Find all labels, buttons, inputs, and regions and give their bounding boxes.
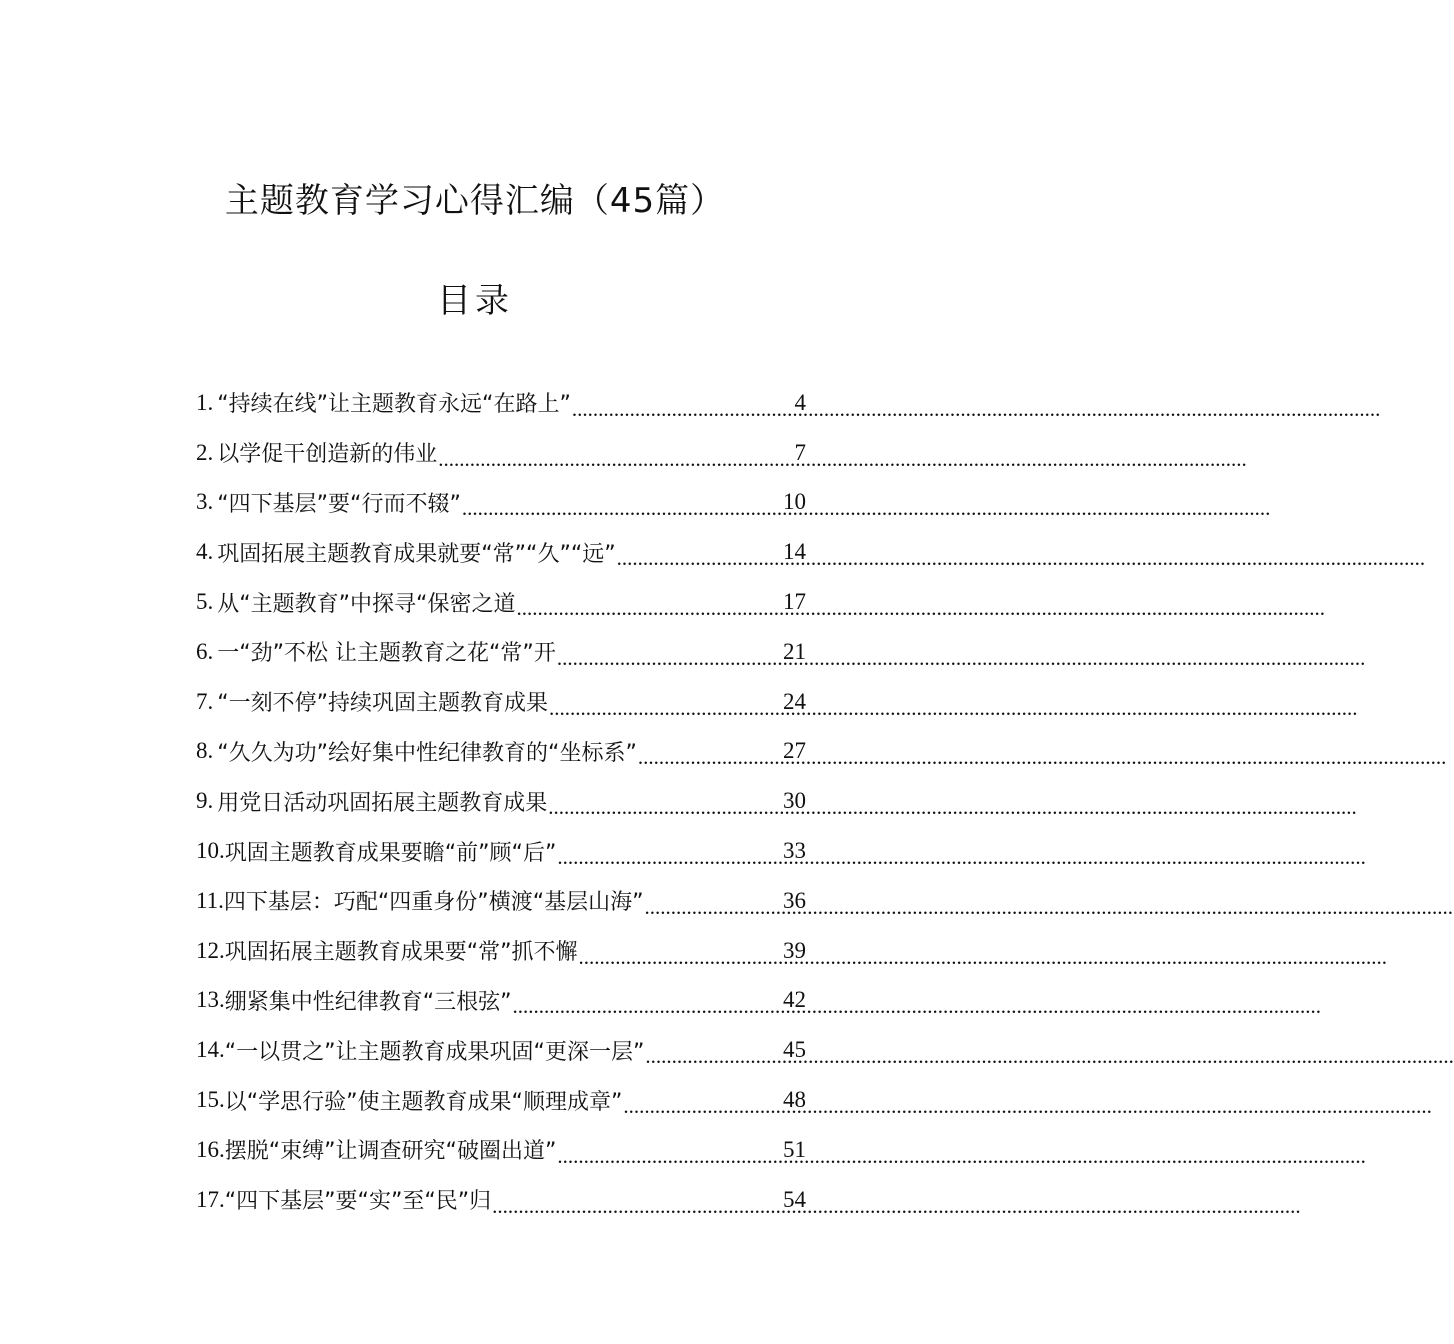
toc-dot-leader <box>638 750 782 776</box>
toc-entry[interactable] <box>196 826 806 876</box>
document-title: 主题教育学习心得汇编（45篇） <box>224 181 726 221</box>
toc-entry-number: 8. <box>196 738 214 764</box>
toc-dot-leader <box>645 900 783 926</box>
toc-entry[interactable] <box>196 577 806 627</box>
toc-dot-leader <box>462 501 782 527</box>
toc-entry-number: 11. <box>196 887 224 913</box>
toc-dot-leader <box>557 850 782 876</box>
toc-entry-number: 7. <box>196 688 214 714</box>
toc-entry-number: 5. <box>196 589 214 615</box>
toc-entry-title: “一刻不停”持续巩固主题教育成果 <box>217 691 549 717</box>
toc-entry[interactable] <box>196 428 806 478</box>
toc-entry-page-number: 33 <box>783 838 806 864</box>
toc-entry-page-number: 30 <box>783 788 806 814</box>
toc-entry-title: 一“劲”不松 让主题教育之花“常”开 <box>217 641 556 667</box>
toc-entry-number: 14. <box>196 1037 225 1063</box>
toc-entry[interactable] <box>196 527 806 577</box>
toc-entry[interactable] <box>196 776 806 826</box>
toc-dot-leader <box>572 402 794 428</box>
toc-entry-title: 巩固拓展主题教育成果就要“常”“久”“远” <box>217 541 616 567</box>
toc-entry-title: “四下基层”要“行而不辍” <box>217 491 461 517</box>
toc-entry[interactable] <box>196 1125 806 1175</box>
toc-entry[interactable] <box>196 876 806 926</box>
toc-dot-leader <box>516 601 782 627</box>
toc-entry-title: 以学促干创造新的伟业 <box>217 442 438 468</box>
toc-entry-title: “一以贯之”让主题教育成果巩固“更深一层” <box>224 1039 645 1065</box>
toc-entry-number: 4. <box>196 539 214 565</box>
toc-entry[interactable] <box>196 627 806 677</box>
toc-entry-page-number: 7 <box>794 439 806 465</box>
toc-entry-title: 用党日活动巩固拓展主题教育成果 <box>217 790 548 816</box>
toc-dot-leader <box>557 1149 782 1175</box>
toc-entry-title: “四下基层”要“实”至“民”归 <box>224 1189 492 1215</box>
toc-entry-title: 四下基层：巧配“四重身份”横渡“基层山海” <box>223 890 644 916</box>
toc-dot-leader <box>557 651 782 677</box>
toc-entry-page-number: 14 <box>783 539 806 565</box>
toc-entry-page-number: 39 <box>783 937 806 963</box>
toc-entry[interactable] <box>196 1025 806 1075</box>
toc-entry[interactable] <box>196 976 806 1026</box>
toc-dot-leader <box>645 1049 782 1075</box>
toc-heading: 目录 <box>437 281 513 321</box>
toc-entry-page-number: 48 <box>783 1087 806 1113</box>
toc-entry-number: 17. <box>196 1186 225 1212</box>
toc-dot-leader <box>549 701 782 727</box>
toc-entry-number: 6. <box>196 638 214 664</box>
toc-entry-page-number: 4 <box>794 389 806 415</box>
toc-entry-page-number: 24 <box>783 688 806 714</box>
toc-entry-title: 摆脱“束缚”让调查研究“破圈出道” <box>224 1139 557 1165</box>
toc-entry-title: 巩固主题教育成果要瞻“前”顾“后” <box>224 840 557 866</box>
toc-entry-page-number: 36 <box>783 887 806 913</box>
toc-entry-title: 以“学思行验”使主题教育成果“顺理成章” <box>224 1089 623 1115</box>
toc-entry-page-number: 51 <box>783 1136 806 1162</box>
toc-dot-leader <box>513 999 782 1025</box>
toc-entry-page-number: 54 <box>783 1186 806 1212</box>
toc-dot-leader <box>492 1199 782 1225</box>
toc-entry-page-number: 17 <box>783 589 806 615</box>
toc-entry-title: 巩固拓展主题教育成果要“常”抓不懈 <box>224 940 578 966</box>
toc-entry[interactable] <box>196 727 806 777</box>
toc-entry-number: 3. <box>196 489 214 515</box>
table-of-contents <box>196 378 806 1225</box>
toc-entry-number: 9. <box>196 788 214 814</box>
toc-entry-page-number: 45 <box>783 1037 806 1063</box>
toc-entry[interactable] <box>196 378 806 428</box>
toc-dot-leader <box>623 1099 782 1125</box>
toc-dot-leader <box>438 452 793 478</box>
toc-entry[interactable] <box>196 926 806 976</box>
toc-dot-leader <box>548 800 782 826</box>
toc-entry-page-number: 10 <box>783 489 806 515</box>
toc-entry-number: 12. <box>196 937 225 963</box>
toc-dot-leader <box>579 950 782 976</box>
toc-entry-title: 绷紧集中性纪律教育“三根弦” <box>224 989 512 1015</box>
toc-entry[interactable] <box>196 1175 806 1225</box>
toc-entry-title: 从“主题教育”中探寻“保密之道 <box>217 591 516 617</box>
toc-entry-number: 13. <box>196 987 225 1013</box>
toc-entry-page-number: 21 <box>783 638 806 664</box>
toc-entry-number: 1. <box>196 389 214 415</box>
toc-entry[interactable] <box>196 478 806 528</box>
toc-entry-number: 15. <box>196 1087 225 1113</box>
toc-entry-page-number: 27 <box>783 738 806 764</box>
toc-entry[interactable] <box>196 1075 806 1125</box>
toc-dot-leader <box>617 551 782 577</box>
toc-entry-number: 10. <box>196 838 225 864</box>
toc-entry-title: “久久为功”绘好集中性纪律教育的“坐标系” <box>217 740 637 766</box>
toc-entry-title: “持续在线”让主题教育永远“在路上” <box>217 392 571 418</box>
toc-entry-number: 16. <box>196 1136 225 1162</box>
toc-entry-number: 2. <box>196 439 214 465</box>
toc-entry-page-number: 42 <box>783 987 806 1013</box>
toc-entry[interactable] <box>196 677 806 727</box>
